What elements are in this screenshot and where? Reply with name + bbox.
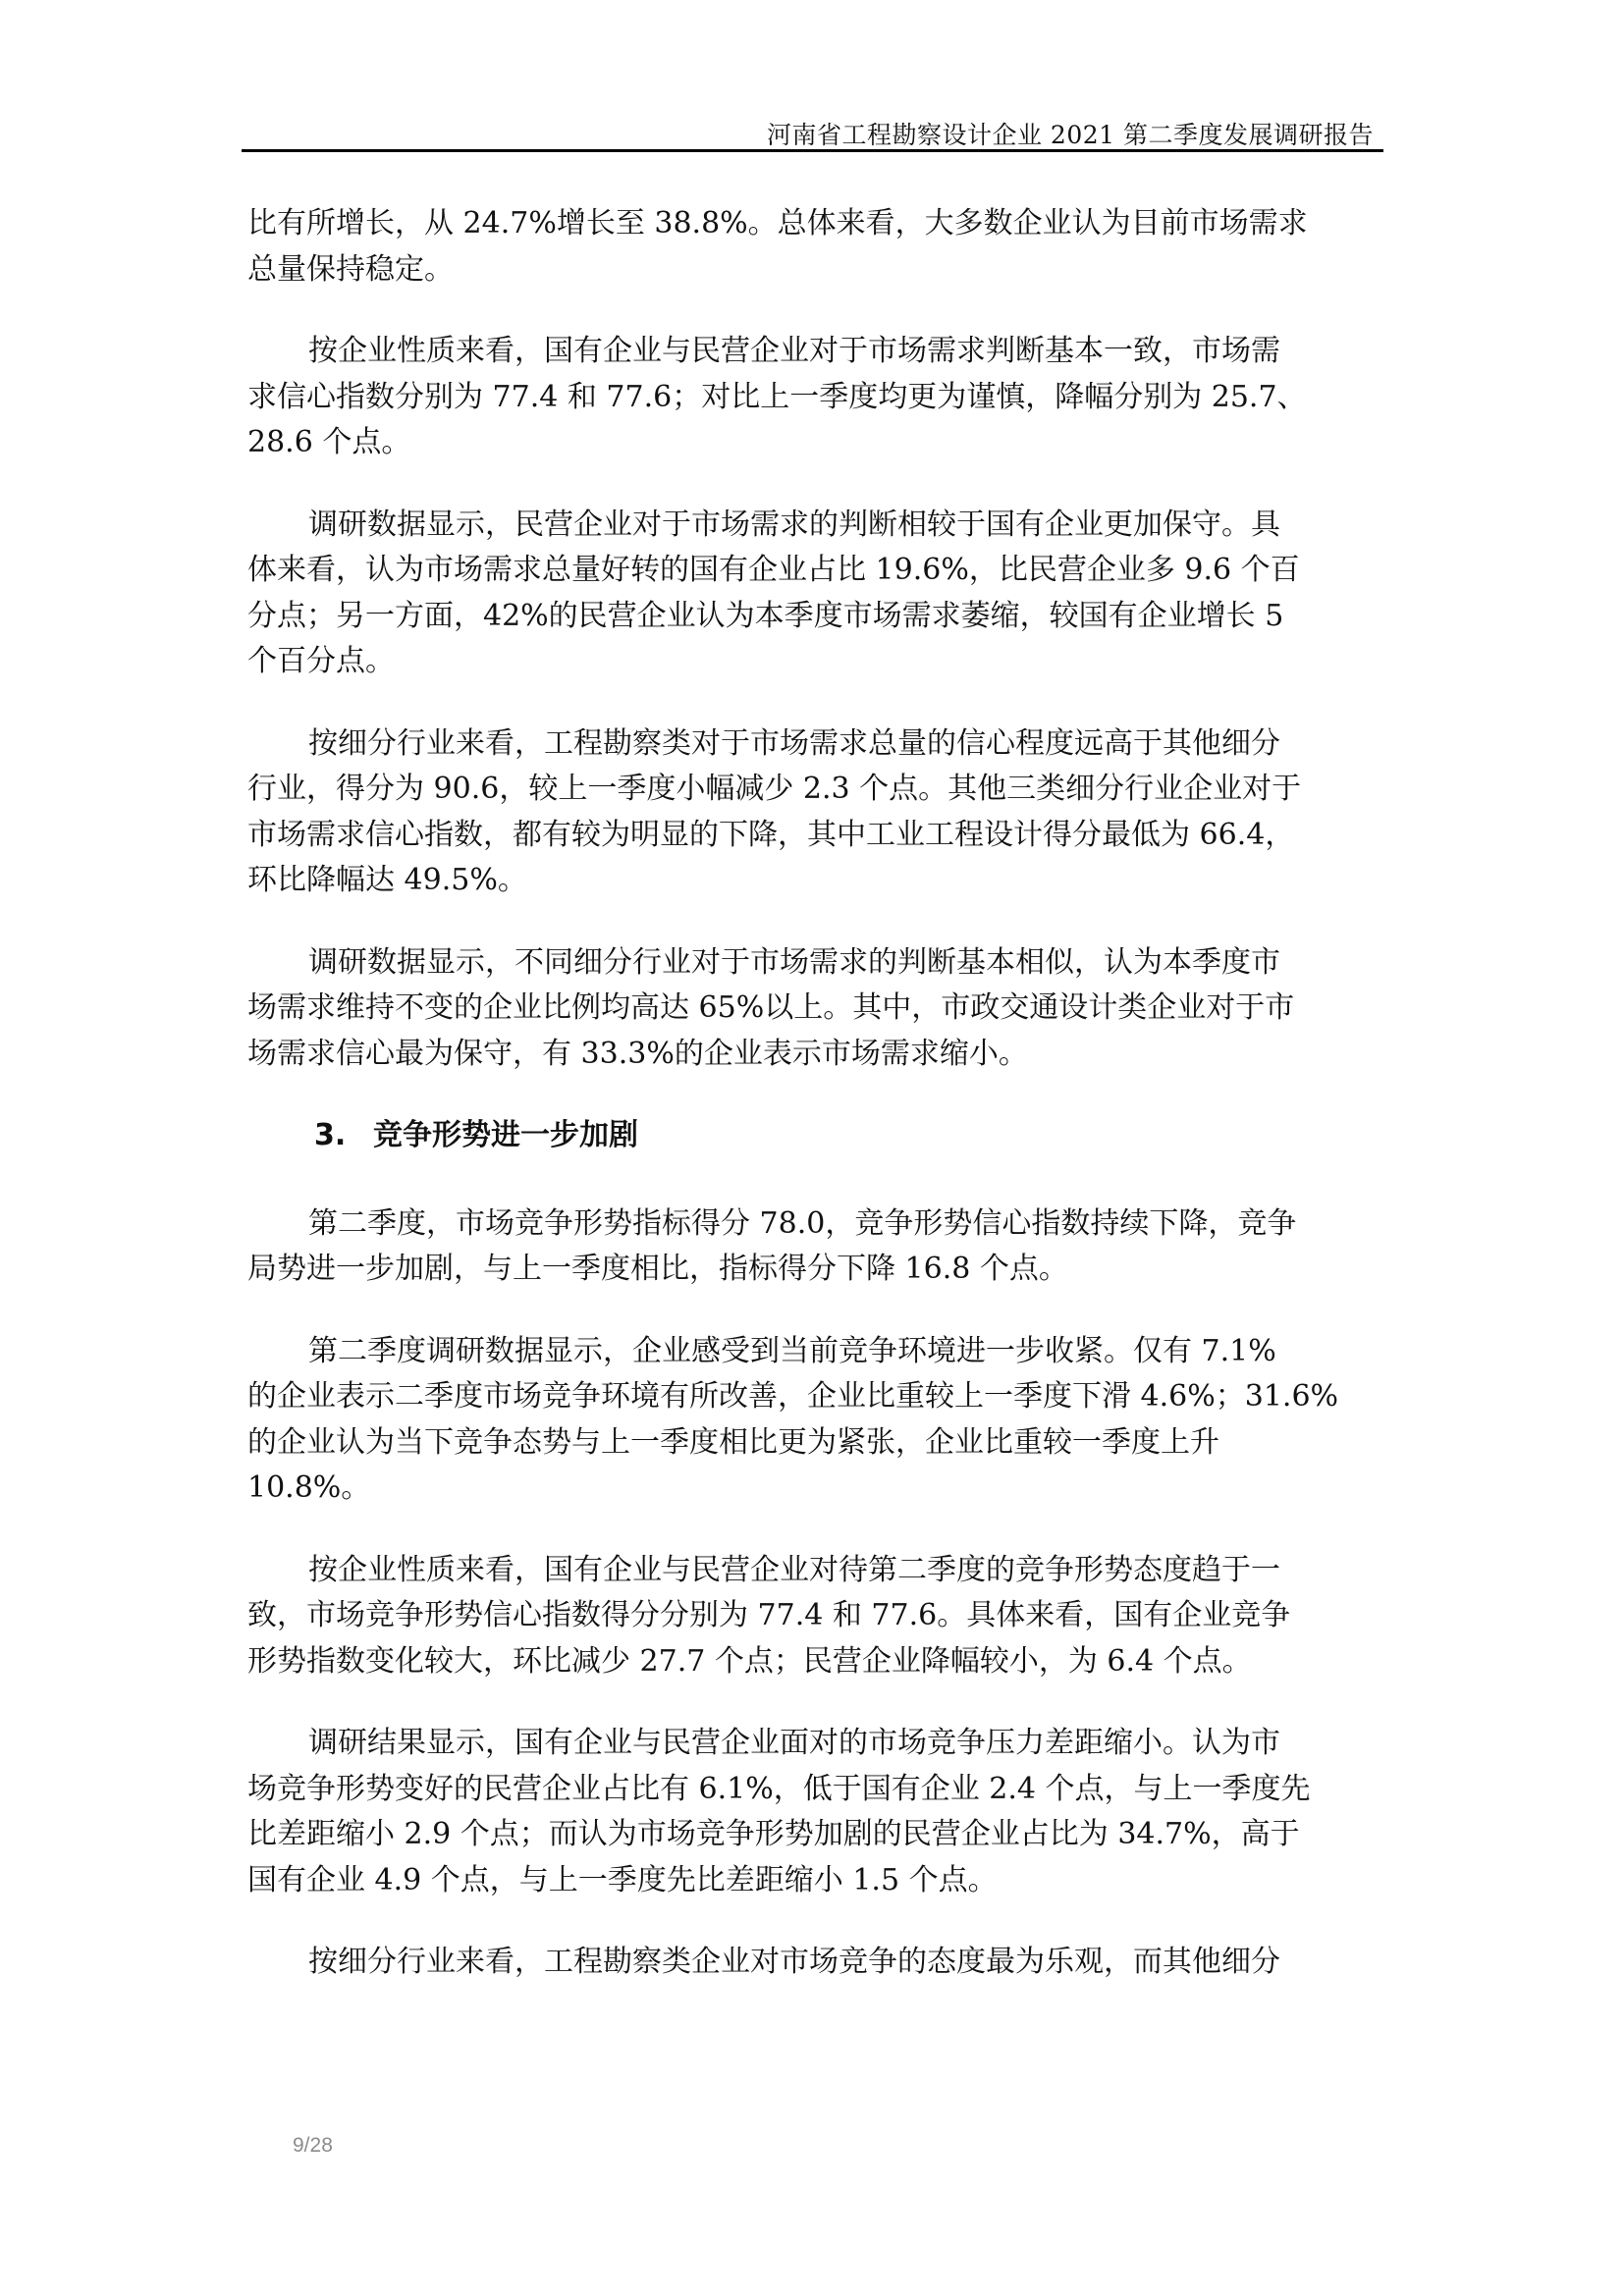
text-line: 调研数据显示，民营企业对于市场需求的判断相较于国有企业更加保守。具 — [308, 507, 1280, 542]
paragraph — [247, 1721, 1426, 1903]
paragraph — [247, 1201, 1426, 1293]
header-rule — [242, 149, 1383, 152]
text-line: 按企业性质来看，国有企业与民营企业对待第二季度的竞争形势态度趋于一 — [308, 1552, 1280, 1587]
text-line: 局势进一步加剧，与上一季度相比，指标得分下降 16.8 个点。 — [247, 1252, 1068, 1286]
text-line: 第二季度调研数据显示，企业感受到当前竞争环境进一步收紧。仅有 7.1% — [308, 1333, 1276, 1368]
paragraph — [247, 940, 1426, 1078]
text-line: 比差距缩小 2.9 个点；而认为市场竞争形势加剧的民营企业占比为 34.7%，高于 — [247, 1817, 1300, 1851]
text-line: 第二季度，市场竞争形势指标得分 78.0，竞争形势信心指数持续下降，竞争 — [308, 1205, 1297, 1241]
text-line: 场竞争形势变好的民营企业占比有 6.1%，低于国有企业 2.4 个点，与上一季度先 — [247, 1771, 1311, 1806]
running-header: 河南省工程勘察设计企业 2021 第二季度发展调研报告 — [766, 121, 1374, 149]
section-heading — [247, 1113, 1426, 1159]
paragraph — [247, 503, 1426, 685]
text-line: 10.8%。 — [247, 1470, 371, 1505]
text-line: 的企业认为当下竞争态势与上一季度相比更为紧张，企业比重较一季度上升 — [247, 1424, 1219, 1460]
paragraph — [247, 1329, 1426, 1512]
text-line: 按细分行业来看，工程勘察类企业对市场竞争的态度最为乐观，而其他细分 — [308, 1945, 1280, 1979]
text-line: 按细分行业来看，工程勘察类对于市场需求总量的信心程度远高于其他细分 — [308, 725, 1280, 761]
page-number: 9/28 — [293, 2134, 333, 2157]
section-number: 3. — [314, 1118, 347, 1152]
text-line: 行业，得分为 90.6，较上一季度小幅减少 2.3 个点。其他三类细分行业企业对于 — [247, 772, 1302, 806]
text-line: 场需求维持不变的企业比例均高达 65%以上。其中，市政交通设计类企业对于市 — [247, 990, 1295, 1025]
paragraph — [247, 1548, 1426, 1685]
paragraph — [247, 201, 1426, 293]
text-line: 求信心指数分别为 77.4 和 77.6；对比上一季度均更为谨慎，降幅分别为 25.7、 — [247, 379, 1307, 414]
text-line: 个百分点。 — [247, 644, 395, 678]
text-line: 分点；另一方面，42%的民营企业认为本季度市场需求萎缩，较国有企业增长 5 — [247, 598, 1284, 633]
paragraph — [247, 329, 1426, 466]
text-line: 环比降幅达 49.5%。 — [247, 863, 527, 897]
text-line: 国有企业 4.9 个点，与上一季度先比差距缩小 1.5 个点。 — [247, 1862, 998, 1897]
paragraph — [247, 1940, 1426, 1986]
text-line: 总量保持稳定。 — [247, 251, 454, 287]
text-line: 调研结果显示，国有企业与民营企业面对的市场竞争压力差距缩小。认为市 — [308, 1726, 1280, 1760]
text-line: 按企业性质来看，国有企业与民营企业对于市场需求判断基本一致，市场需 — [308, 334, 1280, 368]
text-line: 28.6 个点。 — [247, 425, 411, 459]
text-line: 场需求信心最为保守，有 33.3%的企业表示市场需求缩小。 — [247, 1036, 1028, 1071]
text-line: 致，市场竞争形势信心指数得分分别为 77.4 和 77.6。具体来看，国有企业竞争 — [247, 1598, 1291, 1632]
text-line: 比有所增长，从 24.7%增长至 38.8%。总体来看，大多数企业认为目前市场需求 — [247, 206, 1308, 240]
section-title: 竞争形势进一步加剧 — [373, 1118, 638, 1152]
document-body — [247, 201, 1426, 2022]
text-line: 形势指数变化较大，环比减少 27.7 个点；民营企业降幅较小，为 6.4 个点。 — [247, 1643, 1252, 1679]
text-line: 体来看，认为市场需求总量好转的国有企业占比 19.6%，比民营企业多 9.6 个百 — [247, 553, 1300, 587]
paragraph — [247, 721, 1426, 904]
text-line: 市场需求信心指数，都有较为明显的下降，其中工业工程设计得分最低为 66.4， — [247, 817, 1295, 852]
text-line: 调研数据显示，不同细分行业对于市场需求的判断基本相似，认为本季度市 — [308, 944, 1280, 980]
text-line: 的企业表示二季度市场竞争环境有所改善，企业比重较上一季度下滑 4.6%；31.6% — [247, 1379, 1339, 1414]
